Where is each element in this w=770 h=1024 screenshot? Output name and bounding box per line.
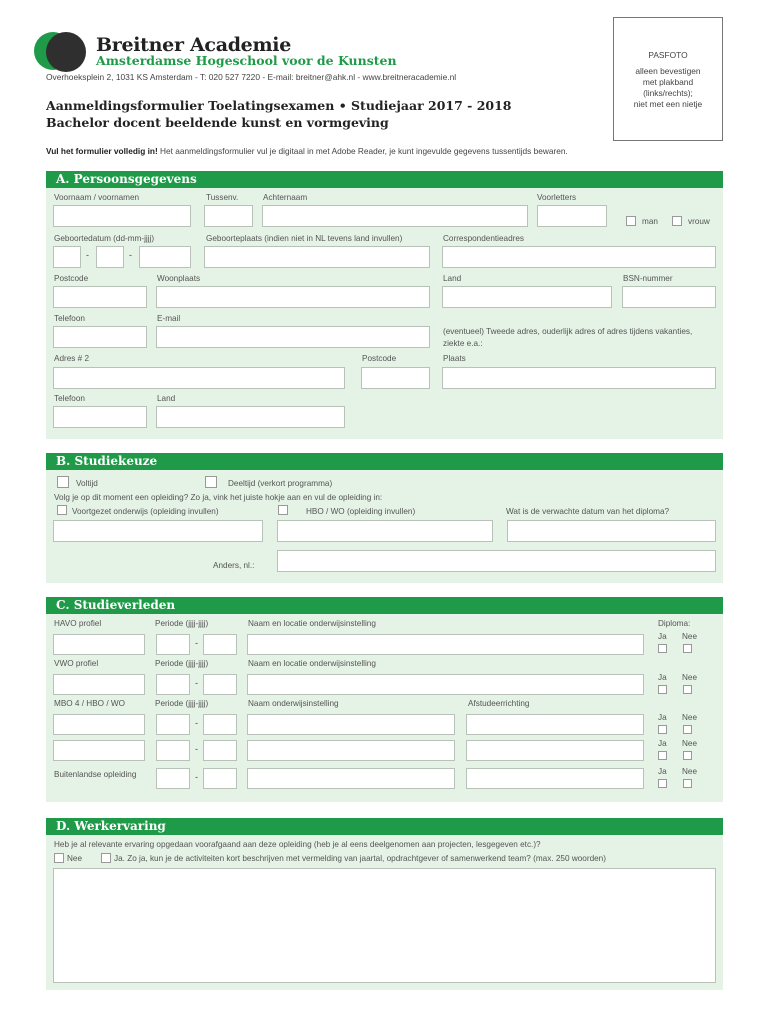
havo-profile-field[interactable] (53, 634, 145, 655)
foreign-no-label: Nee (682, 767, 698, 776)
place2-label: Plaats (443, 354, 466, 363)
postcode-field[interactable] (53, 286, 147, 308)
section-c-title: C. Studieverleden (46, 597, 723, 614)
parttime-checkbox[interactable] (205, 476, 217, 488)
section-a-title: A. Persoonsgegevens (46, 171, 723, 188)
secondary-education-label: Voortgezet onderwijs (opleiding invullen) (72, 507, 219, 516)
intro-rest: Het aanmeldingsformulier vul je digitaal in met Adobe Reader, je kunt ingevulde gegevens tussentijds bewaren. (157, 146, 568, 156)
gender-woman-checkbox[interactable] (672, 216, 682, 226)
bsn-label: BSN-nummer (623, 274, 673, 283)
phone-field[interactable] (53, 326, 147, 348)
birth-month-field[interactable] (96, 246, 124, 268)
date-separator: - (86, 250, 89, 260)
vwo-institution-field[interactable] (247, 674, 644, 695)
prefix-label: Tussenv. (206, 193, 239, 202)
photo-line1: alleen bevestigen (635, 66, 701, 76)
diploma-label: Diploma: (658, 619, 691, 628)
country2-field[interactable] (156, 406, 345, 428)
school-name: Breitner Academie (96, 34, 291, 56)
experience-yes-checkbox[interactable] (101, 853, 111, 863)
postcode-label: Postcode (54, 274, 89, 283)
diploma-date-field[interactable] (507, 520, 716, 542)
email-field[interactable] (156, 326, 430, 348)
havo-diploma-yes-checkbox[interactable] (658, 644, 667, 653)
fulltime-label: Voltijd (76, 479, 98, 488)
vwo-period-label: Periode (jjjj-jjjj) (155, 659, 209, 668)
form-title: Aanmeldingsformulier Toelatingsexamen • Studiejaar 2017 - 2018 (46, 98, 512, 113)
email-label: E-mail (157, 314, 181, 323)
country2-label: Land (157, 394, 176, 403)
vwo-period-start[interactable] (156, 674, 190, 695)
mbo2-yes-label: Ja (658, 739, 667, 748)
passport-photo-box (613, 17, 723, 141)
havo-period-start[interactable] (156, 634, 190, 655)
hbo-wo-checkbox[interactable] (278, 505, 288, 515)
mbo2-graduation-field[interactable] (466, 740, 644, 761)
secondary-education-checkbox[interactable] (57, 505, 67, 515)
place2-field[interactable] (442, 367, 716, 389)
mbo2-no-label: Nee (682, 739, 698, 748)
mbo2-diploma-yes-checkbox[interactable] (658, 751, 667, 760)
mbo2-institution-field[interactable] (247, 740, 455, 761)
mbo-study-field[interactable] (53, 714, 145, 735)
foreign-period-end[interactable] (203, 768, 237, 789)
experience-no-label: Nee (67, 854, 83, 863)
photo-line4: niet met een nietje (633, 99, 703, 109)
photo-title: PASFOTO (648, 50, 688, 60)
initials-label: Voorletters (537, 193, 577, 202)
gender-woman-label: vrouw (688, 217, 710, 226)
other-study-field[interactable] (277, 550, 716, 572)
current-study-question: Volg je op dit moment een opleiding? Zo ja, vink het juiste hokje aan en vul de opleiding in: (54, 493, 383, 502)
vwo-no-label: Nee (682, 673, 698, 682)
period-separator: - (195, 678, 198, 688)
city-field[interactable] (156, 286, 430, 308)
period-separator: - (195, 744, 198, 754)
mbo-period-label: Periode (jjjj-jjjj) (155, 699, 209, 708)
phone-label: Telefoon (54, 314, 85, 323)
first-name-label: Voornaam / voornamen (54, 193, 140, 202)
phone2-label: Telefoon (54, 394, 85, 403)
postcode2-field[interactable] (361, 367, 430, 389)
date-separator: - (129, 250, 132, 260)
section-study-choice (46, 453, 723, 583)
gender-man-label: man (642, 217, 658, 226)
last-name-label: Achternaam (263, 193, 308, 202)
graduation-label: Afstudeerrichting (468, 699, 530, 708)
period-separator: - (195, 718, 198, 728)
mbo-no-label: Nee (682, 713, 698, 722)
section-work-experience (46, 818, 723, 990)
havo-period-end[interactable] (203, 634, 237, 655)
birth-place-field[interactable] (204, 246, 430, 268)
havo-institution-label: Naam en locatie onderwijsinstelling (248, 619, 376, 628)
period-separator: - (195, 772, 198, 782)
experience-question: Heb je al relevante ervaring opgedaan voorafgaand aan deze opleiding (heb je al eens deelgenomen aan projecten, lesgegeven etc.)? (54, 840, 541, 849)
photo-line3: (links/rechts); (643, 88, 693, 98)
fulltime-checkbox[interactable] (57, 476, 69, 488)
experience-no-checkbox[interactable] (54, 853, 64, 863)
school-address: Overhoeksplein 2, 1031 KS Amsterdam - T: 020 527 7220 - E-mail: breitner@ahk.nl - www.breitneracademie.nl (46, 72, 457, 82)
mbo2-study-field[interactable] (53, 740, 145, 761)
birth-place-label: Geboorteplaats (indien niet in NL tevens land invullen) (206, 234, 403, 243)
vwo-institution-label: Naam en locatie onderwijsinstelling (248, 659, 376, 668)
vwo-diploma-no-checkbox[interactable] (683, 685, 692, 694)
vwo-yes-label: Ja (658, 673, 667, 682)
secondary-education-field[interactable] (53, 520, 263, 542)
foreign-diploma-yes-checkbox[interactable] (658, 779, 667, 788)
hbo-wo-field[interactable] (277, 520, 493, 542)
mbo-diploma-yes-checkbox[interactable] (658, 725, 667, 734)
hbo-wo-label: HBO / WO (opleiding invullen) (306, 507, 416, 516)
mbo-yes-label: Ja (658, 713, 667, 722)
address2-field[interactable] (53, 367, 345, 389)
foreign-label: Buitenlandse opleiding (54, 770, 137, 779)
foreign-period-start[interactable] (156, 768, 190, 789)
havo-diploma-no-checkbox[interactable] (683, 644, 692, 653)
intro-bold: Vul het formulier volledig in! (46, 146, 158, 156)
initials-field[interactable] (537, 205, 607, 227)
vwo-period-end[interactable] (203, 674, 237, 695)
mbo-period-start[interactable] (156, 714, 190, 735)
country-label: Land (443, 274, 462, 283)
mbo2-diploma-no-checkbox[interactable] (683, 751, 692, 760)
logo-dark-circle (46, 32, 86, 72)
school-subtitle: Amsterdamse Hogeschool voor de Kunsten (96, 53, 397, 68)
havo-no-label: Nee (682, 632, 698, 641)
period-separator: - (195, 638, 198, 648)
intro-text (46, 146, 568, 156)
first-name-field[interactable] (53, 205, 191, 227)
birth-year-field[interactable] (139, 246, 191, 268)
city-label: Woonplaats (157, 274, 201, 283)
havo-institution-field[interactable] (247, 634, 644, 655)
mbo-diploma-no-checkbox[interactable] (683, 725, 692, 734)
havo-label: HAVO profiel (54, 619, 102, 628)
mbo-institution-label: Naam onderwijsinstelling (248, 699, 339, 708)
section-d-title: D. Werkervaring (46, 818, 723, 835)
section-personal-data (46, 171, 723, 439)
mbo-graduation-field[interactable] (466, 714, 644, 735)
mbo-period-end[interactable] (203, 714, 237, 735)
experience-yes-label: Ja. Zo ja, kun je de activiteiten kort beschrijven met vermelding van jaartal, opdrachtgever of samenwerkend team? (max. 250 woorden) (114, 854, 606, 863)
vwo-diploma-yes-checkbox[interactable] (658, 685, 667, 694)
prefix-field[interactable] (204, 205, 253, 227)
address2-label: Adres # 2 (54, 354, 90, 363)
last-name-field[interactable] (262, 205, 528, 227)
foreign-graduation-field[interactable] (466, 768, 644, 789)
other-label: Anders, nl.: (213, 561, 255, 570)
experience-description-field[interactable] (53, 868, 716, 983)
correspondence-field[interactable] (442, 246, 716, 268)
parttime-label: Deeltijd (verkort programma) (228, 479, 333, 488)
vwo-label: VWO profiel (54, 659, 99, 668)
birth-day-field[interactable] (53, 246, 81, 268)
foreign-diploma-no-checkbox[interactable] (683, 779, 692, 788)
mbo-label: MBO 4 / HBO / WO (54, 699, 125, 708)
country-field[interactable] (442, 286, 612, 308)
form-subtitle: Bachelor docent beeldende kunst en vormgeving (46, 115, 389, 130)
foreign-institution-field[interactable] (247, 768, 455, 789)
section-education-history (46, 597, 723, 802)
birth-date-label: Geboortedatum (dd-mm-jjjj) (54, 234, 155, 243)
section-b-title: B. Studiekeuze (46, 453, 723, 470)
vwo-profile-field[interactable] (53, 674, 145, 695)
gender-man-checkbox[interactable] (626, 216, 636, 226)
postcode2-label: Postcode (362, 354, 397, 363)
mbo2-period-end[interactable] (203, 740, 237, 761)
havo-yes-label: Ja (658, 632, 667, 641)
mbo2-period-start[interactable] (156, 740, 190, 761)
phone2-field[interactable] (53, 406, 147, 428)
second-address-note: (eventueel) Tweede adres, ouderlijk adres of adres tijdens vakanties, ziekte e.a.: (443, 327, 693, 348)
photo-line2: met plakband (642, 77, 694, 87)
havo-period-label: Periode (jjjj-jjjj) (155, 619, 209, 628)
foreign-yes-label: Ja (658, 767, 667, 776)
mbo-institution-field[interactable] (247, 714, 455, 735)
diploma-date-label: Wat is de verwachte datum van het diploma? (506, 507, 670, 516)
bsn-field[interactable] (622, 286, 716, 308)
correspondence-label: Correspondentieadres (443, 234, 525, 243)
